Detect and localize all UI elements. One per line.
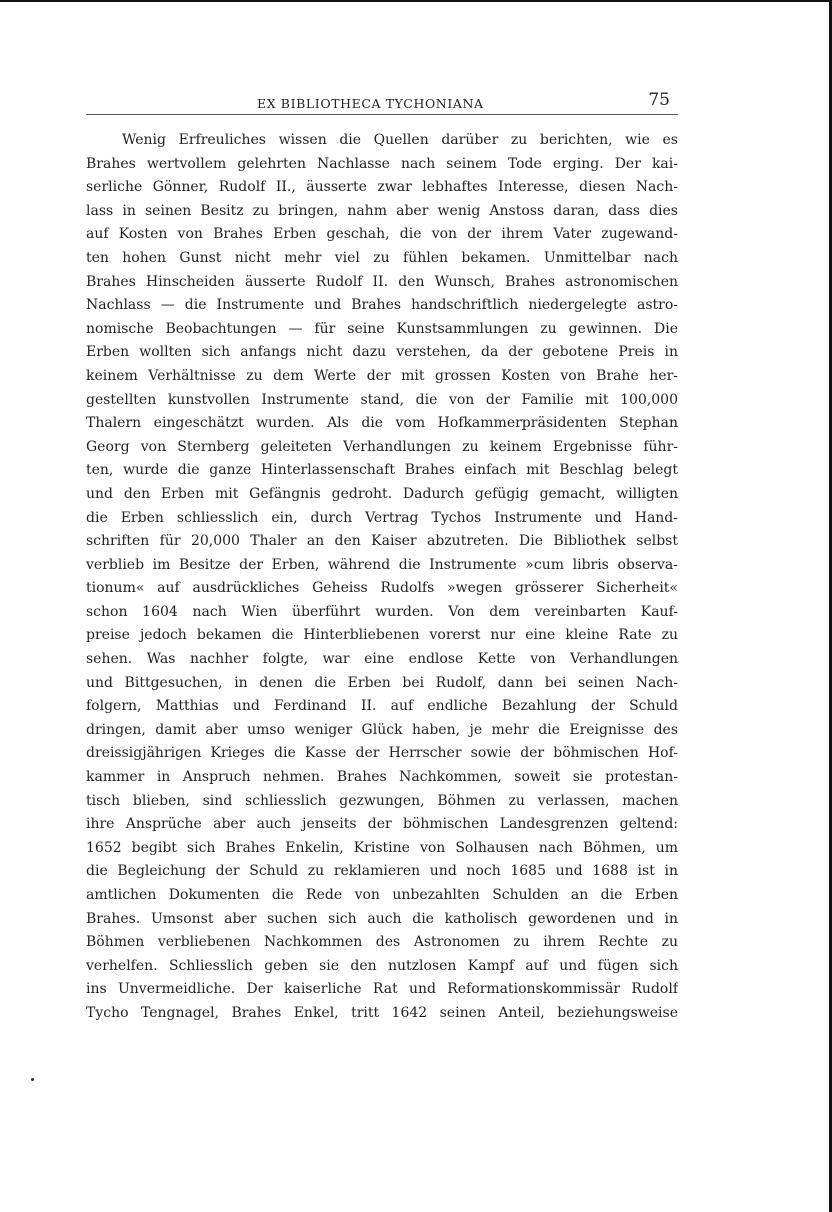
text-line: Thalern eingeschätzt wurden. Als die vom Hofkammerpräsidenten Stephan xyxy=(86,415,678,432)
text-line: ten, wurde die ganze Hinterlassenschaft Brahes einfach mit Beschlag belegt xyxy=(86,462,678,479)
text-line: Nachlass — die Instrumente und Brahes handschriftlich niedergelegte astro- xyxy=(86,297,678,314)
text-line: gestellten kunstvollen Instrumente stand, die von der Familie mit 100,000 xyxy=(86,391,678,408)
text-line: ihre Ansprüche aber auch jenseits der böhmischen Landesgrenzen geltend: xyxy=(86,816,678,833)
page-number: 75 xyxy=(648,90,670,110)
text-line: Erben wollten sich anfangs nicht dazu verstehen, da der gebotene Preis in xyxy=(86,344,678,361)
text-line: sehen. Was nachher folgte, war eine endlose Kette von Verhandlungen xyxy=(86,651,678,668)
text-line: dringen, damit aber umso weniger Glück haben, je mehr die Ereignisse des xyxy=(86,721,678,738)
text-line: schon 1604 nach Wien überführt wurden. Von dem vereinbarten Kauf- xyxy=(86,603,678,620)
text-line: ins Unvermeidliche. Der kaiserliche Rat und Reformationskommissär Rudolf xyxy=(86,981,678,998)
text-line: ten hohen Gunst nicht mehr viel zu fühlen bekamen. Unmittelbar nach xyxy=(86,249,678,266)
text-line: die Begleichung der Schuld zu reklamieren und noch 1685 und 1688 ist in xyxy=(86,863,678,880)
text-line: Brahes Hinscheiden äusserte Rudolf II. den Wunsch, Brahes astronomischen xyxy=(86,273,678,290)
text-line: Tycho Tengnagel, Brahes Enkel, tritt 1642 seinen Anteil, beziehungsweise xyxy=(86,1004,678,1021)
text-line: auf Kosten von Brahes Erben geschah, die von der ihrem Vater zugewand- xyxy=(86,226,678,243)
text-line: Brahes wertvollem gelehrten Nachlasse nach seinem Tode erging. Der kai- xyxy=(86,155,678,172)
text-line: folgern, Matthias und Ferdinand II. auf endliche Bezahlung der Schuld xyxy=(86,698,678,715)
text-line: Georg von Sternberg geleiteten Verhandlungen zu keinem Ergebnisse führ- xyxy=(86,438,678,455)
text-line: 1652 begibt sich Brahes Enkelin, Kristine von Solhausen nach Böhmen, um xyxy=(86,839,678,856)
text-line: die Erben schliesslich ein, durch Vertrag Tychos Instrumente und Hand- xyxy=(86,509,678,526)
text-line: preise jedoch bekamen die Hinterbliebenen vorerst nur eine kleine Rate zu xyxy=(86,627,678,644)
running-title: EX BIBLIOTHECA TYCHONIANA xyxy=(257,96,484,111)
text-line: keinem Verhältnisse zu dem Werte der mit grossen Kosten von Brahe her- xyxy=(86,367,678,384)
text-line: amtlichen Dokumenten die Rede von unbezahlten Schulden an die Erben xyxy=(86,887,678,903)
scan-edge-top xyxy=(0,0,832,2)
text-line: verhelfen. Schliesslich geben sie den nutzlosen Kampf auf und fügen sich xyxy=(86,957,678,974)
text-line: und den Erben mit Gefängnis gedroht. Dadurch gefügig gemacht, willigten xyxy=(86,485,678,502)
text-line: kammer in Anspruch nehmen. Brahes Nachkommen, soweit sie protestan- xyxy=(86,769,678,786)
text-line: tisch blieben, sind schliesslich gezwungen, Böhmen zu verlassen, machen xyxy=(86,792,678,809)
text-line: schriften für 20,000 Thaler an den Kaiser abzutreten. Die Bibliothek selbst xyxy=(86,533,678,550)
text-line: tionum« auf ausdrückliches Geheiss Rudolfs »wegen grösserer Sicherheit« xyxy=(86,580,678,597)
header-rule xyxy=(86,114,678,115)
text-line: nomische Beobachtungen — für seine Kunstsammlungen zu gewinnen. Die xyxy=(86,320,678,337)
text-line: und Bittgesuchen, in denen die Erben bei Rudolf, dann bei seinen Nach- xyxy=(86,674,678,691)
text-line: serliche Gönner, Rudolf II., äusserte zwar lebhaftes Interesse, diesen Nach- xyxy=(86,179,678,196)
text-line: Wenig Erfreuliches wissen die Quellen darüber zu berichten, wie es xyxy=(122,132,678,148)
scan-speck xyxy=(31,1078,34,1081)
text-line: verblieb im Besitze der Erben, während die Instrumente »cum libris observa- xyxy=(86,556,678,573)
text-line: Böhmen verbliebenen Nachkommen des Astronomen zu ihrem Rechte zu xyxy=(86,934,678,951)
page-header xyxy=(86,88,678,118)
text-line: Brahes. Umsonst aber suchen sich auch die katholisch gewordenen und in xyxy=(86,910,678,927)
body-paragraph xyxy=(86,129,678,1026)
text-line: dreissigjährigen Krieges die Kasse der Herrscher sowie der böhmischen Hof- xyxy=(86,745,678,762)
text-line: lass in seinen Besitz zu bringen, nahm aber wenig Anstoss daran, dass dies xyxy=(86,202,678,219)
